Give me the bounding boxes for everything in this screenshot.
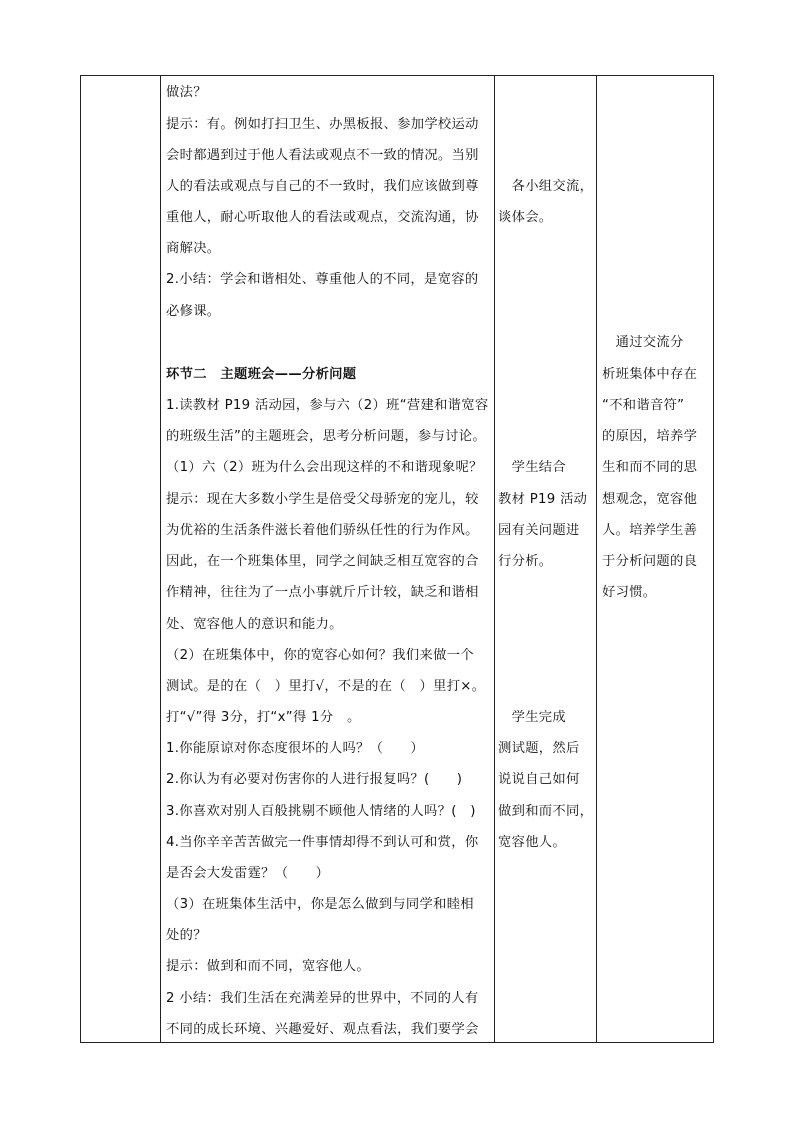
text-line: 打“√”得 3分，打“х”得 1分 。 [166, 710, 361, 725]
text-line: 行分析。 [498, 554, 553, 569]
section-heading: 环节二 主题班会——分析问题 [166, 367, 357, 382]
text-line: 人。培养学生善 [602, 523, 698, 538]
text-line: 处、宽容他人的意识和能力。 [166, 617, 343, 632]
text-line: 2 小结：我们生活在充满差异的世界中，不同的人有 [166, 991, 479, 1006]
text-line: 提示：现在大多数小学生是倍受父母骄宠的宠儿，较 [166, 492, 479, 507]
text-line: 的原因，培养学 [602, 429, 698, 444]
text-line: 析班集体中存在 [602, 367, 698, 382]
stage-column [81, 76, 160, 1042]
text-line: 谈体会。 [498, 210, 553, 225]
design-intent-column [596, 76, 714, 1042]
text-line: 测试。是的在（ ）里打√，不是的在（ ）里打×。 [166, 679, 486, 694]
text-line: （1）六（2）班为什么会出现这样的不和谐现象呢？ [166, 460, 483, 475]
quiz-item: 4.当你辛辛苦苦做完一件事情却得不到认可和赏，你 [166, 835, 479, 850]
student-activity-column [494, 76, 596, 1042]
text-line: 教材 P19 活动 [498, 492, 588, 507]
text-line: 做到和而不同， [498, 804, 594, 819]
text-line: 想观念，宽容他 [602, 492, 698, 507]
text-line: 商解决。 [166, 241, 221, 256]
text-line: 提示：有。例如打扫卫生、办黑板报、参加学校运动 [166, 117, 479, 132]
text-line: 好习惯。 [602, 585, 657, 600]
text-line: 是否会大发雷霆？（ ） [166, 866, 330, 881]
text-line: 的班级生活”的主题班会，思考分析问题，参与讨论。 [166, 429, 486, 444]
text-line: 测试题，然后 [498, 741, 580, 756]
text-line: 提示：做到和而不同，宽容他人。 [166, 959, 370, 974]
text-line: 说说自己如何 [498, 772, 580, 787]
text-line: 于分析问题的良 [602, 554, 698, 569]
lesson-plan-table [80, 75, 714, 1043]
text-line: “不和谐音符” [602, 398, 685, 413]
text-line: 2.小结：学会和谐相处、尊重他人的不同，是宽容的 [166, 272, 479, 287]
text-line: （2）在班集体中，你的宽容心如何？我们来做一个 [166, 648, 474, 663]
text-line: 学生完成 [498, 710, 566, 725]
text-line: 不同的成长环境、兴趣爱好、观点看法，我们要学会 [166, 1022, 479, 1037]
text-line: 处的？ [166, 928, 207, 943]
text-line: 学生结合 [498, 460, 566, 475]
quiz-item: 2.你认为有必要对伤害你的人进行报复吗？( ) [166, 772, 463, 787]
quiz-item: 1.你能原谅对你态度很坏的人吗？（ ） [166, 741, 425, 756]
text-line: 生和而不同的思 [602, 460, 698, 475]
text-line: 为优裕的生活条件滋长着他们骄纵任性的行为作风。 [166, 523, 479, 538]
text-line: 园有关问题进 [498, 523, 580, 538]
text-line: 因此，在一个班集体里，同学之间缺乏相互宽容的合 [166, 554, 479, 569]
teaching-process-column [160, 76, 494, 1042]
text-line: 人的看法或观点与自己的不一致时，我们应该做到尊 [166, 179, 479, 194]
text-line: 宽容他人。 [498, 835, 566, 850]
text-line: 通过交流分 [602, 335, 684, 350]
quiz-item: 3.你喜欢对别人百般挑剔不顾他人情绪的人吗？( ) [166, 804, 476, 819]
text-line: 作精神，往往为了一点小事就斤斤计较，缺乏和谐相 [166, 585, 479, 600]
text-line: 必修课。 [166, 304, 221, 319]
text-line: 重他人，耐心听取他人的看法或观点，交流沟通，协 [166, 210, 479, 225]
text-line: 各小组交流， [498, 179, 594, 194]
text-line: 1.读教材 P19 活动园，参与六（2）班“营建和谐宽容 [166, 398, 489, 413]
text-line: 做法？ [166, 85, 207, 100]
text-line: 会时都遇到过于他人看法或观点不一致的情况。当别 [166, 148, 479, 163]
text-line: （3）在班集体生活中，你是怎么做到与同学和睦相 [166, 897, 474, 912]
